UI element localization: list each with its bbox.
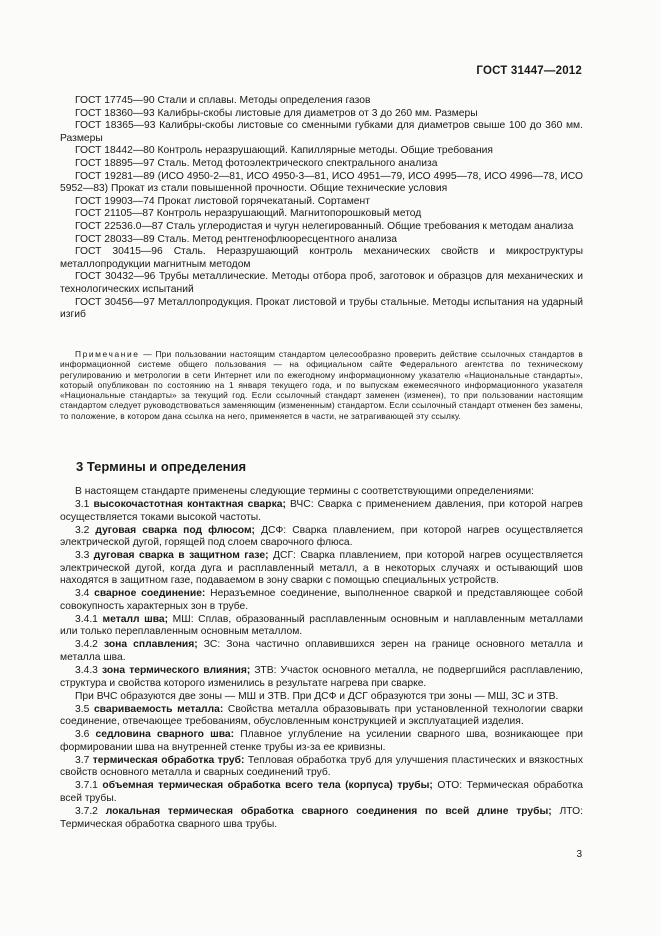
note-text: — При пользовании настоящим стандартом целесообразно проверить действие ссылочных стандартов в информационной системе общего пользования — на официальном сайте Федерального агентства по техническому регулированию и метрологии в сети Интернет или по ежегодному информационному указателю «Национальные стандарты», который опубликован по состоянию на 1 января текущего года, и по выпускам ежемесячного информационного указателя «Национальные стандарты» за текущий год. Если ссылочный стандарт заменен (изменен), то при пользовании настоящим стандартом следует руководствоваться заменяющим (измененным) стандартом. Если ссылочный стандарт отменен без замены, то положение, в котором дана ссылка на него, применяется в части, не затрагивающей эту ссылку. — [60, 349, 583, 421]
reference-item: ГОСТ 28033—89 Сталь. Метод рентгенофлюоресцентного анализа — [75, 233, 398, 245]
term-definition — [60, 614, 583, 639]
term-title: объемная термическая обработка всего тела (корпуса) трубы; — [102, 780, 433, 792]
term-number: 3.4.2 — [75, 639, 98, 651]
reference-item: ГОСТ 18360—93 Калибры-скобы листовые для диаметров от 3 до 260 мм. Размеры — [75, 107, 478, 119]
term-definition — [60, 691, 583, 704]
term-text: ЗС: Зона частично оплавившихся зерен на границе основного металла и металла шва. — [60, 639, 583, 664]
term-title: дуговая сварка под флюсом; — [95, 524, 255, 536]
term-text: МШ: Сплав, образованный расплавленным основным и наплавленным металлами или только переплавленным основным металлом. — [60, 613, 583, 638]
term-number: 3.3 — [75, 550, 90, 562]
term-title: седловина сварного шва: — [95, 729, 235, 741]
page-number: 3 — [576, 849, 582, 860]
document-header: ГОСТ 31447—2012 — [476, 65, 582, 77]
term-title: высокочастотная контактная сварка; — [93, 498, 286, 510]
reference-item: ГОСТ 30415—96 Сталь. Неразрушающий контроль механических свойств и микроструктуры металлопродукции магнитным методом — [60, 246, 583, 270]
term-title: металл шва; — [102, 613, 169, 625]
reference-item: ГОСТ 22536.0—87 Сталь углеродистая и чугун нелегированный. Общие требования к методам анализа — [75, 220, 574, 232]
term-number: 3.7.1 — [75, 780, 98, 792]
term-title: свариваемость металла: — [93, 703, 224, 715]
note-paragraph — [60, 349, 583, 421]
reference-item: ГОСТ 30456—97 Металлопродукция. Прокат листовой и трубы стальные. Методы испытания на ударный изгиб — [60, 296, 583, 321]
term-title: зона термического влияния; — [102, 665, 251, 677]
term-definition — [60, 704, 583, 729]
term-definition — [60, 729, 583, 754]
term-definition — [60, 806, 583, 831]
term-definition — [60, 525, 583, 550]
reference-item: ГОСТ 21105—87 Контроль неразрушающий. Магнитопорошковый метод — [75, 208, 422, 220]
reference-item: ГОСТ 18442—80 Контроль неразрушающий. Капиллярные методы. Общие требования — [75, 145, 493, 157]
reference-item: ГОСТ 19281—89 (ИСО 4950-2—81, ИСО 4950-3—81, ИСО 4951—79, ИСО 4995—78, ИСО 4996—78, ИСО 5952—83) Прокат из стали повышенной прочности. Общие технические условия — [60, 170, 583, 195]
reference-item: ГОСТ 18365—93 Калибры-скобы листовые со сменными губками для диаметров свыше 100 до 360 мм. Размеры — [60, 120, 583, 144]
term-number: 3.7 — [75, 754, 90, 766]
term-number: 3.6 — [75, 729, 90, 741]
term-text: ДСГ: Сварка плавлением, при которой нагрев осуществляется электрической дугой, когда дуга и расплавленный металл, а в некоторых случаях и остывающий шов находятся в защитном газе, подаваемом в зону сварки с помощью специальных устройств. — [60, 550, 583, 587]
terms-list — [60, 486, 583, 832]
term-text: Тепловая обработка труб для улучшения пластических и вязкостных свойств основного металла и сварных соединений труб. — [60, 754, 583, 779]
term-text: ЗТВ: Участок основного металла, не подвергшийся расплавлению, структура и свойства которого изменились в результате нагрева при сварке. — [60, 665, 583, 689]
section-intro: В настоящем стандарте применены следующие термины с соответствующими определениями: — [75, 486, 535, 497]
term-text: ДСФ: Сварка плавлением, при которой нагрев осуществляется электрической дугой, горящей под слоем сварочного флюса. — [60, 524, 583, 549]
term-number: 3.4.1 — [75, 613, 98, 625]
term-text: Неразъемное соединение, выполненное сваркой и представляющее собой совокупность характерных зон в трубе. — [60, 588, 583, 612]
term-number: 3.1 — [75, 498, 90, 510]
term-number: 3.4 — [75, 588, 90, 600]
reference-item: ГОСТ 17745—90 Стали и сплавы. Методы определения газов — [75, 95, 371, 106]
reference-item: ГОСТ 30432—96 Трубы металлические. Методы отбора проб, заготовок и образцов для механических и технологических испытаний — [60, 271, 583, 295]
term-title: термическая обработка труб: — [92, 754, 245, 766]
reference-item: ГОСТ 19903—74 Прокат листовой горячекатаный. Сортамент — [75, 195, 370, 207]
term-title: дуговая сварка в защитном газе; — [93, 550, 269, 562]
term-text: ЛТО: Термическая обработка сварного шва трубы. — [60, 805, 583, 830]
term-definition — [60, 499, 583, 524]
term-text: Плавное углубление на усилении сварного шва, возникающее при формировании шва на внутренней стенке трубы из-за ее кривизны. — [60, 729, 583, 753]
note-label: Примечание — [75, 349, 140, 359]
term-text: ОТО: Термическая обработка всей трубы. — [60, 780, 583, 804]
term-number: 3.4.3 — [75, 665, 98, 677]
term-definition — [60, 780, 583, 805]
term-number: 3.5 — [75, 703, 90, 715]
term-definition — [60, 665, 583, 690]
term-text: ВЧС: Сварка с применением давления, при которой нагрев осуществляется токами высокой частоты. — [60, 498, 583, 523]
normative-references — [60, 95, 583, 322]
section-heading: 3 Термины и определения — [76, 459, 247, 474]
note-block — [60, 349, 583, 421]
term-definition — [60, 639, 583, 664]
term-number: 3.2 — [75, 524, 90, 536]
term-number: 3.7.2 — [75, 805, 98, 817]
term-title: зона сплавления; — [104, 639, 198, 651]
term-text: При ВЧС образуются две зоны — МШ и ЗТВ. При ДСФ и ДСГ образуются три зоны — МШ, ЗС и ЗТВ. — [75, 690, 559, 702]
term-definition — [60, 550, 583, 588]
reference-item: ГОСТ 18895—97 Сталь. Метод фотоэлектрического спектрального анализа — [75, 157, 438, 169]
term-text: Свойства металла образовывать при установленной технологии сварки соединение, отвечающее требованиям, обусловленным конструкцией и эксплуатацией изделия. — [60, 703, 583, 728]
term-title: локальная термическая обработка сварного соединения по всей длине трубы; — [105, 805, 552, 817]
term-definition — [60, 588, 583, 613]
term-title: сварное соединение: — [94, 588, 206, 600]
term-definition — [60, 755, 583, 780]
